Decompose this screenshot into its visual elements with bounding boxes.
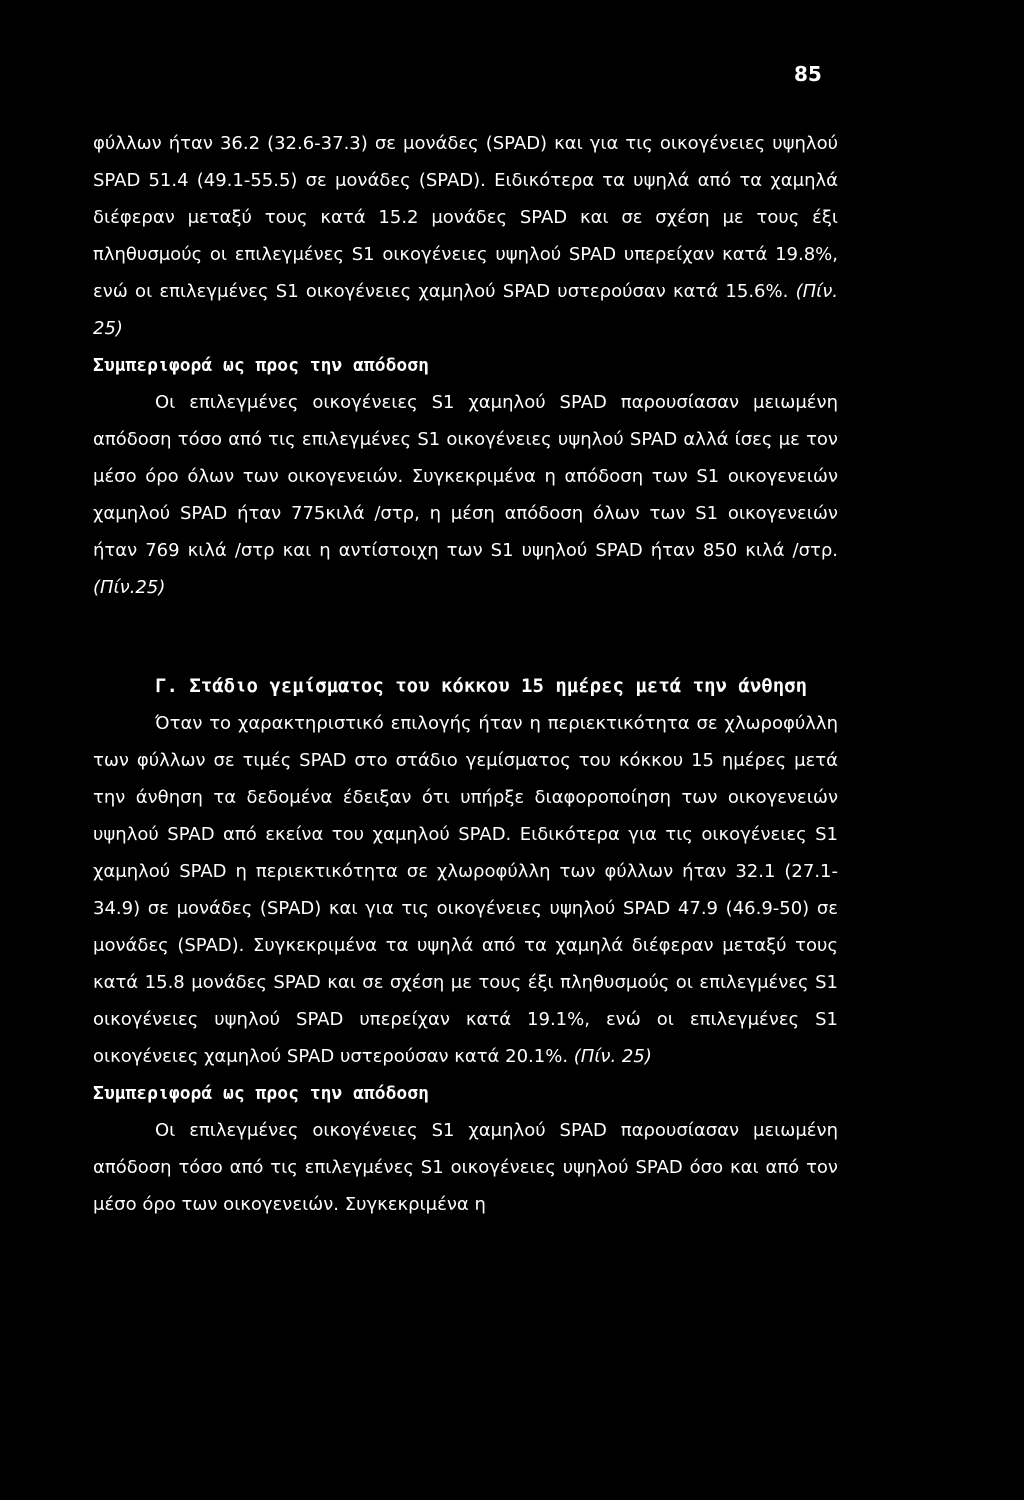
section-heading: Γ. Στάδιο γεμίσματος του κόκκου 15 ημέρες μετά την άνθηση xyxy=(155,675,808,697)
paragraph xyxy=(93,125,838,347)
paragraph xyxy=(93,1112,838,1223)
paragraph xyxy=(93,705,838,1075)
paragraph-text: Οι επιλεγμένες οικογένειες S1 χαμηλού SPAD παρουσίασαν μειωμένη απόδοση τόσο από τις επιλεγμένες S1 οικογένειες υψηλού SPAD αλλά ίσες με τον μέσο όρο όλων των οικογενειών. Συγκεκριμένα η απόδοση των S1 οικογενειών χαμηλού SPAD ήταν 775κιλά /στρ, η μέση απόδοση όλων των S1 οικογενειών ήταν 769 κιλά /στρ και η αντίστοιχη των S1 υψηλού SPAD ήταν 850 κιλά /στρ. xyxy=(93,392,838,561)
table-reference: (Πίν. 25) xyxy=(573,1046,652,1067)
paragraph-text: Οι επιλεγμένες οικογένειες S1 χαμηλού SPAD παρουσίασαν μειωμένη απόδοση τόσο από τις επιλεγμένες S1 οικογένειες υψηλού SPAD όσο και από τον μέσο όρο των οικογενειών. Συγκεκριμένα η xyxy=(93,1120,838,1215)
table-reference: (Πίν. 25) xyxy=(93,281,838,339)
document-body xyxy=(93,125,838,1223)
section-gap xyxy=(93,606,838,668)
page-number: 85 xyxy=(794,62,822,86)
paragraph xyxy=(93,384,838,606)
subheading: Συμπεριφορά ως προς την απόδοση xyxy=(93,355,429,376)
table-reference: (Πίν.25) xyxy=(93,577,166,598)
subheading: Συμπεριφορά ως προς την απόδοση xyxy=(93,1083,429,1104)
paragraph-text: φύλλων ήταν 36.2 (32.6-37.3) σε μονάδες (SPAD) και για τις οικογένειες υψηλού SPAD 51.4 (49.1-55.5) σε μονάδες (SPAD). Ειδικότερα τα υψηλά από τα χαμηλά διέφεραν μεταξύ τους κατά 15.2 μονάδες SPAD και σε σχέση με τους έξι πληθυσμούς οι επιλεγμένες S1 οικογένειες υψηλού SPAD υπερείχαν κατά 19.8%, ενώ οι επιλεγμένες S1 οικογένειες χαμηλού SPAD υστερούσαν κατά 15.6%. xyxy=(93,133,838,302)
paragraph-text: Όταν το χαρακτηριστικό επιλογής ήταν η περιεκτικότητα σε χλωροφύλλη των φύλλων σε τιμές SPAD στο στάδιο γεμίσματος του κόκκου 15 ημέρες μετά την άνθηση τα δεδομένα έδειξαν ότι υπήρξε διαφοροποίηση των οικογενειών υψηλού SPAD από εκείνα του χαμηλού SPAD. Ειδικότερα για τις οικογένειες S1 χαμηλού SPAD η περιεκτικότητα σε χλωροφύλλη των φύλλων ήταν 32.1 (27.1-34.9) σε μονάδες (SPAD) και για τις οικογένειες υψηλού SPAD 47.9 (46.9-50) σε μονάδες (SPAD). Συγκεκριμένα τα υψηλά από τα χαμηλά διέφεραν μεταξύ τους κατά 15.8 μονάδες SPAD και σε σχέση με τους έξι πληθυσμούς οι επιλεγμένες S1 οικογένειες υψηλού SPAD υπερείχαν κατά 19.1%, ενώ οι επιλεγμένες S1 οικογένειες χαμηλού SPAD υστερούσαν κατά 20.1%. xyxy=(93,713,838,1067)
